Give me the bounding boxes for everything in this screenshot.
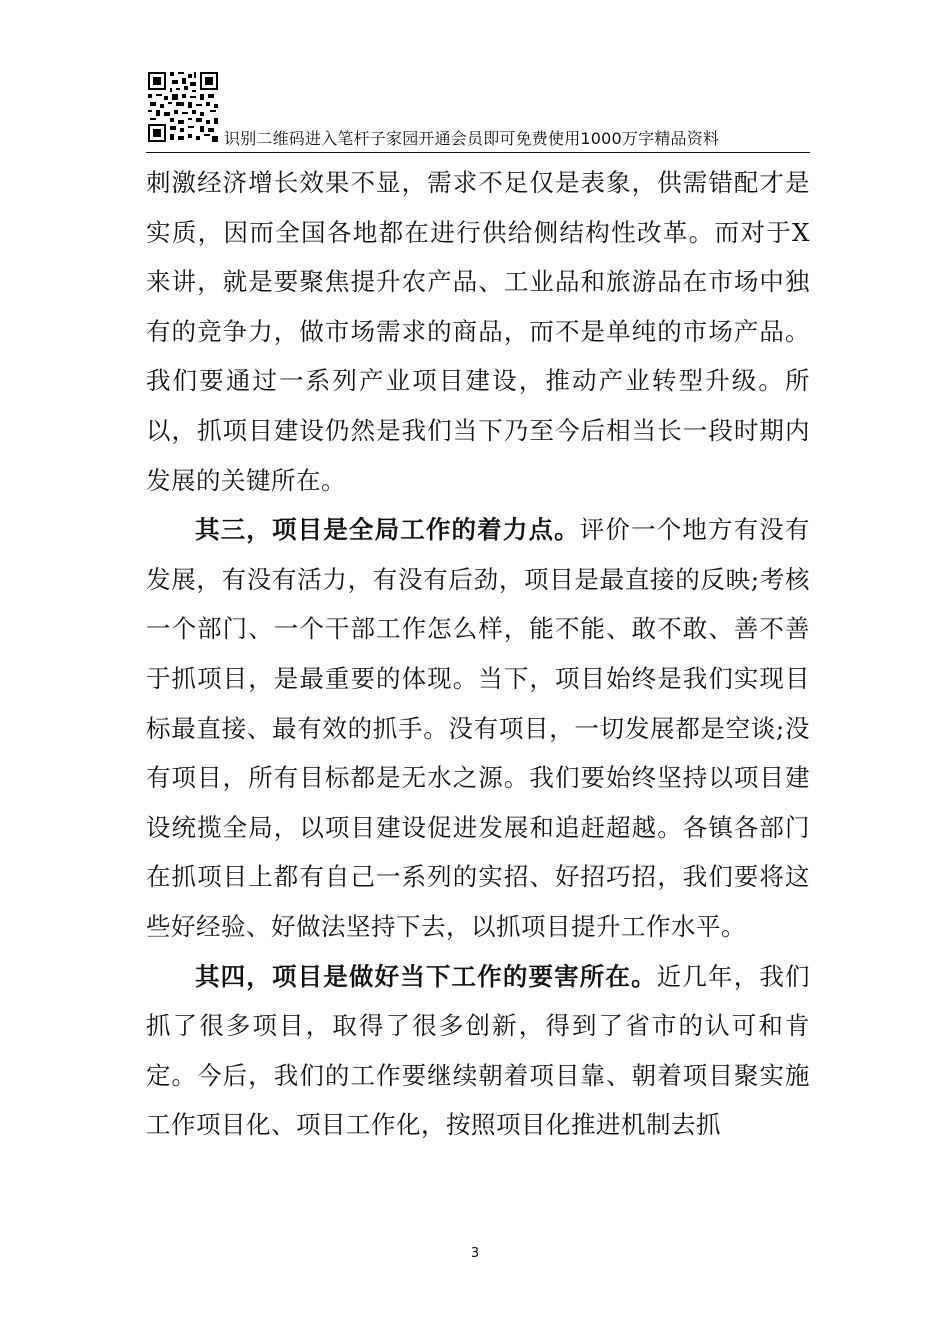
paragraph-2-text: 评价一个地方有没有发展，有没有活力，有没有后劲，项目是最直接的反映;考核一个部门、一个干部工作怎么样，能不能、敢不敢、善不善于抓项目，是最重要的体现。当下，项目始终是我们实现目标最直接、最有效的抓手。没有项目，一切发展都是空谈;没有项目，所有目标都是无水之源。我们要始终坚持以项目建设统揽全局，以项目建设促进发展和追赶超越。各镇各部门在抓项目上都有自己一系列的实招、好招巧招，我们要将这些好经验、好做法坚持下去，以抓项目提升工作水平。 <box>146 515 810 941</box>
paragraph-2 <box>146 505 810 951</box>
paragraph-2-lead: 其三，项目是全局工作的着力点。 <box>195 515 580 545</box>
header-divider <box>146 152 810 153</box>
paragraph-1 <box>146 158 810 505</box>
page-header <box>146 70 810 154</box>
page-number: 3 <box>470 1246 480 1261</box>
qr-code-icon[interactable] <box>146 70 220 144</box>
header-banner-text: 识别二维码进入笔杆子家园开通会员即可免费使用1000万字精品资料 <box>224 129 720 148</box>
paragraph-3-lead: 其四，项目是做好当下工作的要害所在。 <box>195 961 657 991</box>
paragraph-1-text: 刺激经济增长效果不显，需求不足仅是表象，供需错配才是实质，因而全国各地都在进行供给侧结构性改革。而对于X来讲，就是要聚焦提升农产品、工业品和旅游品在市场中独有的竞争力，做市场需求的商品，而不是单纯的市场产品。我们要通过一系列产业项目建设，推动产业转型升级。所以，抓项目建设仍然是我们当下乃至今后相当长一段时期内发展的关键所在。 <box>146 168 810 495</box>
paragraph-3-text: 近几年，我们抓了很多项目，取得了很多创新，得到了省市的认可和肯定。今后，我们的工作要继续朝着项目靠、朝着项目聚实施工作项目化、项目工作化，按照项目化推进机制去抓 <box>146 961 811 1140</box>
paragraph-3 <box>146 952 810 1150</box>
document-body <box>146 158 810 1150</box>
